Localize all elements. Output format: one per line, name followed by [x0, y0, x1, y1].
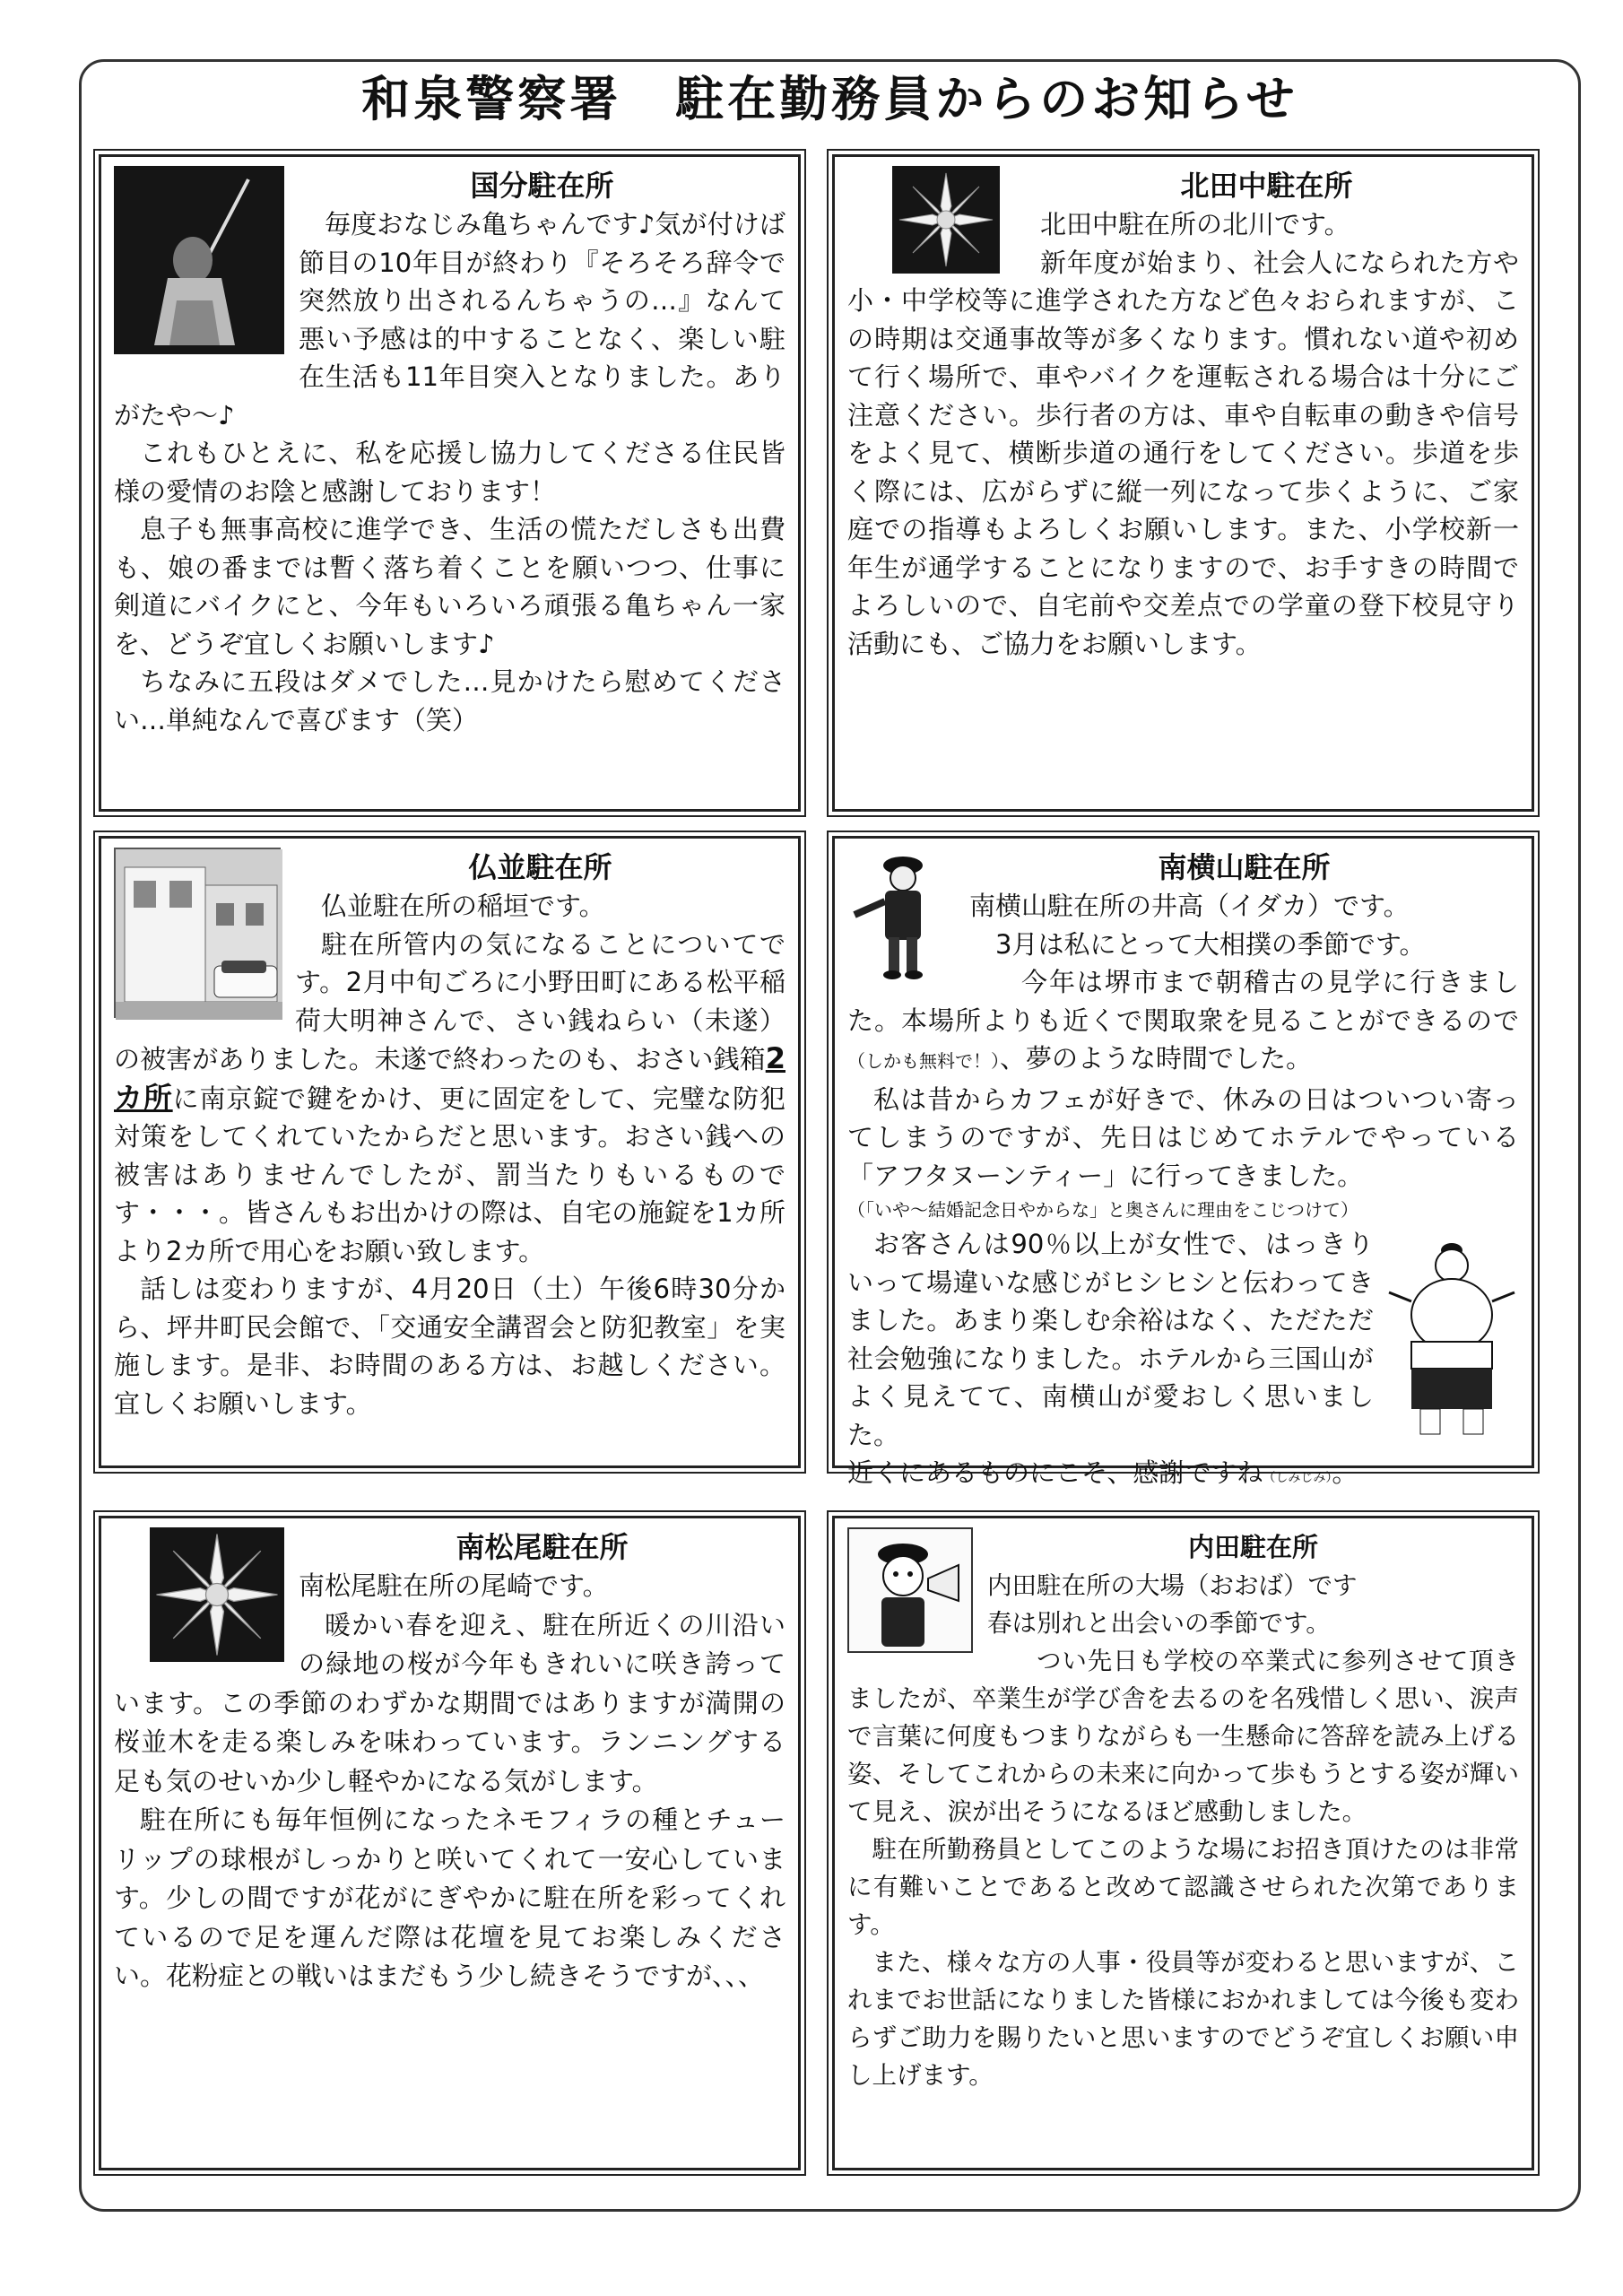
uchida-p2: 春は別れと出会いの季節です。 [987, 1609, 1331, 1638]
section-uchida [832, 1516, 1534, 2170]
kitadanaka-p1: 北田中駐在所の北川です。 [1040, 209, 1350, 239]
minamiyokoyama-p1: 南横山駐在所の井高（イダカ）です。 [969, 891, 1410, 921]
kitadanaka-p2: 新年度が始まり、社会人になられた方や小・中学校等に進学された方など色々おられますが、この時期は交通事故等が多くなります。慣れない道や初めて行く場所で、車やバイクを運転される場合は十分にご注意ください。歩行者の方は、車や自転車の動きや信号をよく見て、横断歩道の通行をしてください。歩道を歩く際には、広がらずに縦一列になって歩くように、ご家庭での指導もよろしくお願いします。また、小学校新一年生が通学することになりますので、お手すきの時間でよろしいので、自宅前や交差点での学童の登下校見守り活動にも、ご協力をお願いします。 [847, 247, 1519, 659]
uchida-p5: また、様々な方の人事・役員等が変わると思いますが、これまでお世話になりました皆様におかれましては今後も変わらずご助力を賜りたいと思いますのでどうぞ宜しくお願い申し上げます。 [847, 1948, 1519, 2090]
minamiyokoyama-p7-tiny: （しみじみ） [1263, 1471, 1332, 1485]
minamiyokoyama-p2: 3月は私にとって大相撲の季節です。 [995, 928, 1426, 960]
section-hotokenami [99, 836, 801, 1468]
minamiyokoyama-p7-a: 近くにあるものにこそ、感謝ですね [847, 1457, 1263, 1488]
kitadanaka-title: 北田中駐在所 [1180, 169, 1353, 203]
police-emblem-icon [150, 1527, 284, 1662]
sumo-wrestler-illustration [1384, 1225, 1519, 1440]
minamimatsuo-title: 南松尾駐在所 [456, 1530, 629, 1564]
minamiyokoyama-p3-small: （しかも無料で！） [847, 1050, 1000, 1072]
kokubu-title: 国分駐在所 [470, 169, 614, 203]
kendo-photo [114, 166, 284, 354]
minamiyokoyama-p3-b: 、夢のような時間でした。 [1000, 1043, 1313, 1074]
minamiyokoyama-p6: お客さんは90％以上が女性で、はっきりいって場違いな感じがヒシヒシと伝わってきました。あまり楽しむ余裕はなく、ただただ社会勉強になりました。ホテルから三国山がよく見えてて、南横山が愛おしく思いました。 [847, 1229, 1374, 1450]
hotokenami-p1: 仏並駐在所の稲垣です。 [321, 891, 605, 921]
hotokenami-p2-a: 駐在所管内の気になることについてです。2月中旬ごろに小野田町にある松平稲荷大明神さんで、さい銭ねらい（未遂）の被害がありました。未遂で終わったのも、おさい銭箱 [114, 928, 785, 1074]
kokubu-p1: 毎度おなじみ亀ちゃんです♪気が付けば節目の10年目が終わり『そろそろ辞令で突然放り出されるんちゃうの…』なんて悪い予感は的中することなく、楽しい駐在生活も11年目突入となりました。ありがたや～♪ [114, 209, 785, 430]
hotokenami-p2-em: 2カ所 [114, 1041, 785, 1115]
station-photo [114, 848, 281, 1018]
section-kitadanaka [832, 154, 1534, 812]
minamiyokoyama-p3-a: 今年は堺市まで朝稽古の見学に行きました。本場所よりも近くで関取衆を見ることができるので [847, 967, 1519, 1036]
minamiyokoyama-title: 南横山駐在所 [1158, 850, 1331, 884]
uchida-p4: 駐在所勤務員としてこのような場にお招き頂けたのは非常に有難いことであると改めて認識させられた次第であります。 [847, 1835, 1519, 1939]
section-minamimatsuo [99, 1516, 801, 2170]
uchida-p1: 内田駐在所の大場（おおば）です [987, 1571, 1358, 1600]
kokubu-p2: これもひとえに、私を応援し協力してくださる住民皆様の愛情のお陰と感謝しております！ [114, 438, 785, 507]
uchida-p3: つい先日も学校の卒業式に参列させて頂きましたが、卒業生が学び舎を去るのを名残惜しく思い、涙声で言葉に何度もつまりながらも一生懸命に答辞を読み上げる姿、そしてこれからの未来に向かって歩もうとする姿が輝いて見え、涙が出そうになるほど感動しました。 [847, 1647, 1519, 1826]
minamiyokoyama-p7 [847, 1454, 1519, 1498]
title-station: 和泉警察署 [361, 71, 622, 127]
section-kokubu [99, 154, 801, 812]
hotokenami-title: 仏並駐在所 [468, 850, 612, 884]
page-title [79, 68, 1581, 131]
section-minamiyokoyama [832, 836, 1534, 1488]
police-emblem-icon [892, 166, 1000, 274]
minamimatsuo-p3: 駐在所にも毎年恒例になったネモフィラの種とチューリップの球根がしっかりと咲いてくれて一安心しています。少しの間ですが花がにぎやかに駐在所を彩ってくれているので足を運んだ際は花壇を見てお楽しみください。花粉症との戦いはまだもう少し続きそうですが、、、 [114, 1805, 785, 1991]
minamiyokoyama-p7-b: 。 [1332, 1457, 1358, 1488]
kokubu-p3: 息子も無事高校に進学でき、生活の慌ただしさも出費も、娘の番までは暫く落ち着くことを願いつつ、仕事に剣道にバイクにと、今年もいろいろ頑張る亀ちゃん一家を、どうぞ宜しくお願いします♪ [114, 514, 785, 659]
police-officer-illustration [847, 848, 955, 982]
minamimatsuo-p1: 南松尾駐在所の尾崎です。 [299, 1570, 609, 1601]
hotokenami-p2-b: に南京錠で鍵をかけ、更に固定をして、完璧な防犯対策をしてくれていたからだと思います。おさい銭への被害はありませんでしたが、罰当たりもいるものです・・・。皆さんもお出かけの際は、自宅の施錠を1カ所より2カ所で用心をお願い致します。 [114, 1083, 785, 1266]
kokubu-p4: ちなみに五段はダメでした…見かけたら慰めてください…単純なんで喜びます（笑） [114, 666, 785, 735]
kitadanaka-body [847, 205, 1519, 663]
minamiyokoyama-p4: 私は昔からカフェが好きで、休みの日はついつい寄ってしまうのですが、先日はじめてホテルでやっている「アフタヌーンティー」に行ってきました。 [847, 1083, 1519, 1191]
minamiyokoyama-p5: （「いや～結婚記念日やからな」と奥さんに理由をこじつけて） [847, 1199, 1358, 1221]
uchida-title: 内田駐在所 [1187, 1532, 1318, 1562]
police-megaphone-illustration [847, 1527, 973, 1653]
title-notice: 駐在勤務員からのお知らせ [675, 71, 1298, 127]
minamimatsuo-p2: 暖かい春を迎え、駐在所近くの川沿いの緑地の桜が今年もきれいに咲き誇っています。この季節のわずかな期間ではありますが満開の桜並木を走る楽しみを味わっています。ランニングする足も気のせいか少し軽やかになる気がします。 [114, 1609, 785, 1796]
hotokenami-p3: 話しは変わりますが、4月20日（土）午後6時30分から、坪井町民会館で、「交通安全講習会と防犯教室」を実施します。是非、お時間のある方は、お越しください。宜しくお願いします。 [114, 1274, 785, 1419]
